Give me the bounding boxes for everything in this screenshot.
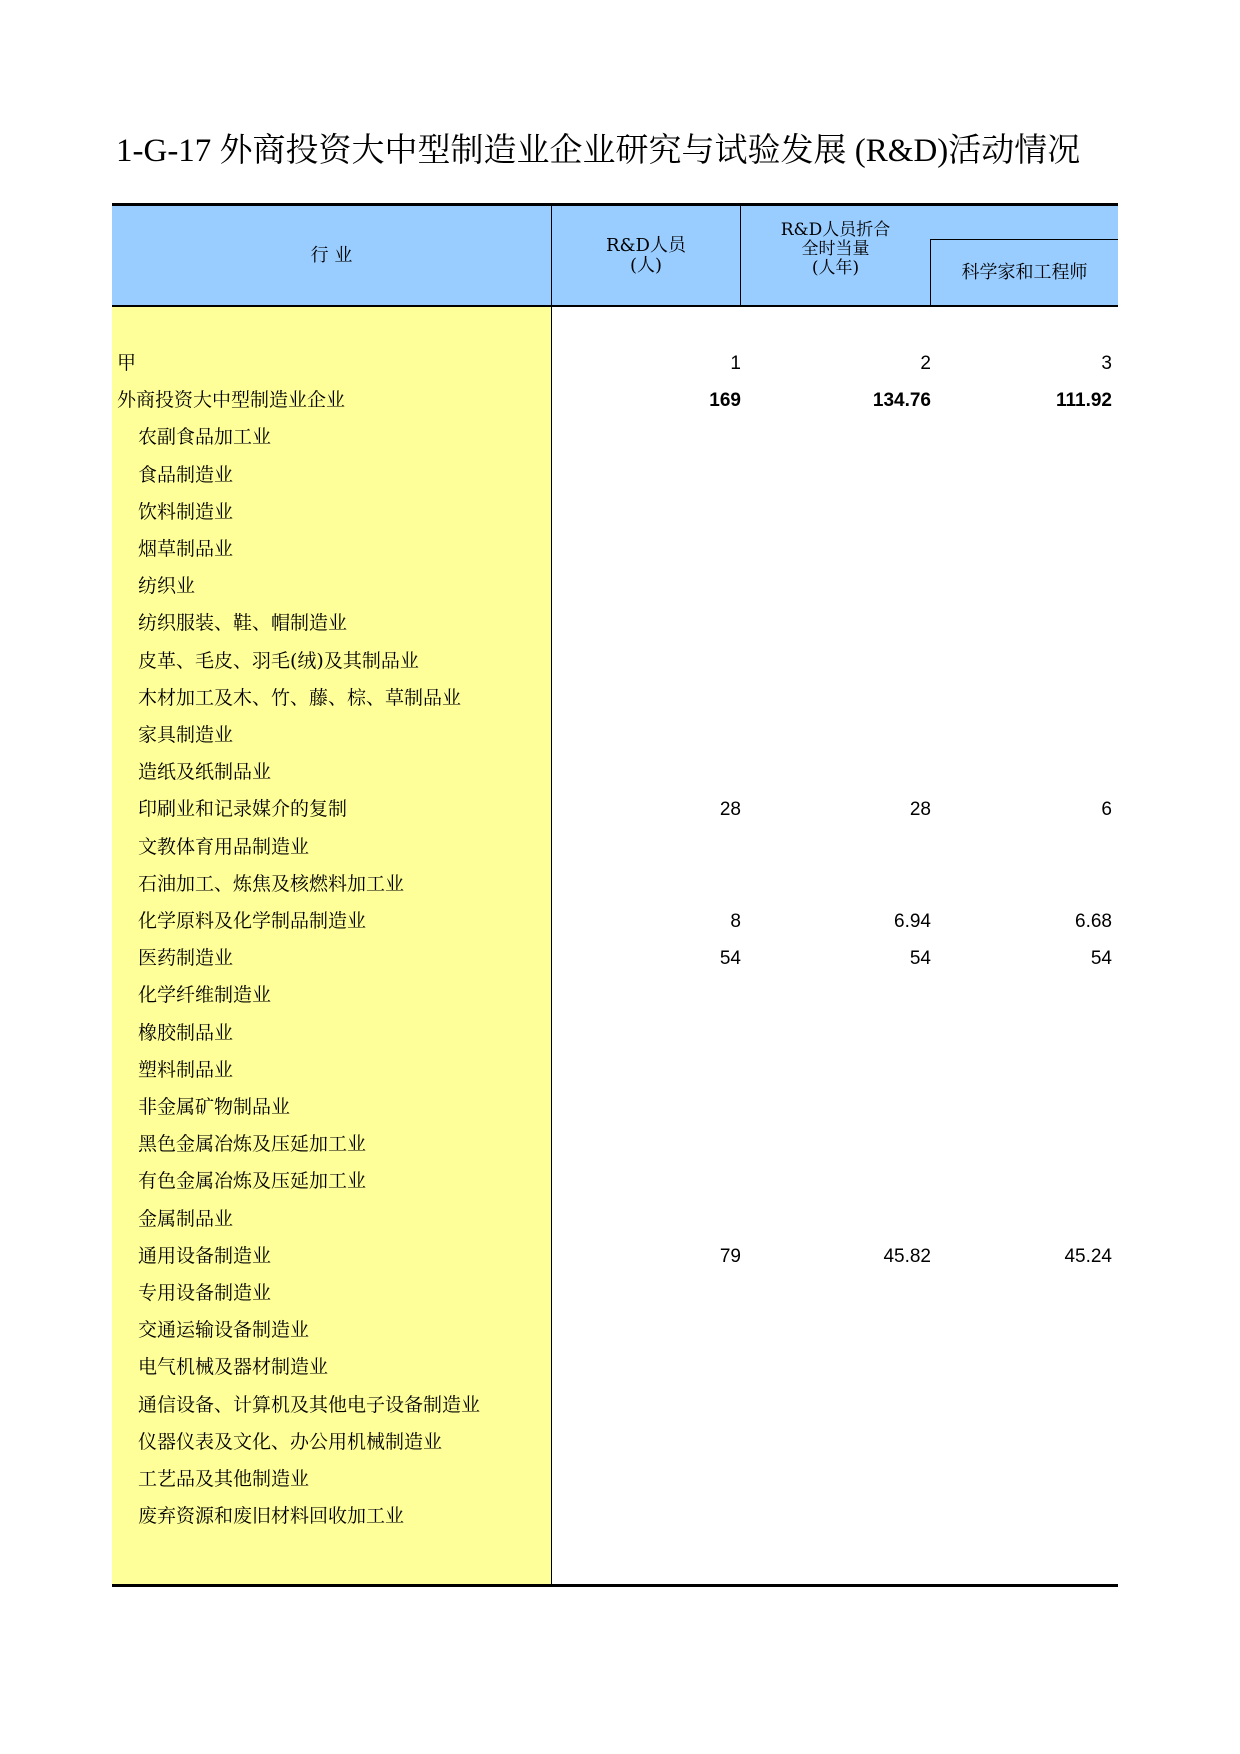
cell-rd-personnel: 79 (719, 1245, 741, 1267)
table-row (112, 605, 1118, 642)
cell-fte: 54 (909, 948, 931, 970)
row-label: 木材加工及木、竹、藤、棕、草制品业 (138, 686, 462, 709)
cell-fte: 2 (920, 353, 931, 374)
table-row (112, 568, 1118, 605)
table-row (112, 680, 1118, 717)
table-row (112, 1089, 1118, 1126)
cell-fte: 134.76 (872, 390, 931, 412)
header-fte-line2: 全时当量 (801, 238, 870, 259)
row-label: 食品制造业 (138, 463, 234, 486)
cell-fte: 28 (909, 799, 931, 821)
table-row (112, 940, 1118, 977)
cell-scientists-engineers: 45.24 (1064, 1245, 1112, 1267)
table-row (112, 643, 1118, 680)
row-label: 化学原料及化学制品制造业 (138, 910, 367, 932)
table-row (112, 903, 1118, 940)
row-label: 仪器仪表及文化、办公用机械制造业 (138, 1430, 443, 1453)
row-label: 交通运输设备制造业 (138, 1319, 310, 1342)
row-label: 甲 (117, 352, 137, 374)
table-row (112, 977, 1118, 1014)
row-label: 黑色金属冶炼及压延加工业 (138, 1133, 367, 1156)
cell-fte: 6.94 (894, 911, 931, 932)
row-label: 塑料制品业 (138, 1058, 234, 1081)
row-label: 皮革、毛皮、羽毛(绒)及其制品业 (138, 649, 419, 672)
table-row (112, 754, 1118, 791)
table-row (112, 1052, 1118, 1089)
header-rd-personnel (552, 206, 740, 305)
row-label: 农副食品加工业 (138, 426, 272, 449)
header-industry: 行 业 (310, 244, 353, 266)
row-label: 外商投资大中型制造业企业 (117, 389, 346, 412)
cell-scientists-engineers: 3 (1101, 353, 1112, 374)
row-label: 纺织业 (138, 575, 196, 598)
cell-rd-personnel: 8 (730, 911, 741, 932)
table-row (112, 1126, 1118, 1163)
row-label: 通信设备、计算机及其他电子设备制造业 (138, 1393, 481, 1416)
row-label: 废弃资源和废旧材料回收加工业 (138, 1505, 405, 1528)
cell-scientists-engineers: 6 (1101, 799, 1112, 821)
row-label: 医药制造业 (138, 947, 234, 970)
row-label: 通用设备制造业 (138, 1244, 272, 1267)
row-label: 烟草制品业 (138, 538, 234, 560)
table-row (112, 1461, 1118, 1498)
table-row (112, 494, 1118, 531)
table-row-total (112, 382, 1118, 419)
row-label: 非金属矿物制品业 (138, 1096, 291, 1118)
table-row (112, 1163, 1118, 1200)
table-row (112, 1312, 1118, 1349)
header-rd-personnel-line1: R&D人员 (605, 234, 686, 256)
row-label: 金属制品业 (138, 1207, 234, 1230)
header-fte-line1: R&D人员折合 (780, 219, 891, 240)
row-label: 文教体育用品制造业 (138, 835, 310, 858)
table-row (112, 419, 1118, 456)
header-fte-unit: (人年) (811, 257, 860, 278)
row-label: 家具制造业 (138, 724, 234, 746)
table-row (112, 1349, 1118, 1386)
row-label: 电气机械及器材制造业 (138, 1356, 329, 1379)
row-label: 纺织服装、鞋、帽制造业 (138, 612, 348, 635)
row-label: 有色金属冶炼及压延加工业 (138, 1170, 367, 1193)
table-row (112, 1275, 1118, 1312)
table-row (112, 1201, 1118, 1238)
table-row (112, 791, 1118, 828)
table-row (112, 1015, 1118, 1052)
header-scientists-engineers: 科学家和工程师 (961, 261, 1088, 283)
row-label: 造纸及纸制品业 (138, 761, 272, 784)
cell-rd-personnel: 169 (709, 390, 741, 412)
index-row (112, 345, 1118, 382)
table-row (112, 457, 1118, 494)
cell-scientists-engineers: 6.68 (1075, 911, 1112, 932)
table-row (112, 531, 1118, 568)
row-label: 橡胶制品业 (138, 1021, 234, 1044)
table-row (112, 866, 1118, 903)
cell-scientists-engineers: 111.92 (1055, 390, 1112, 412)
table-bottom-rule (112, 1584, 1118, 1587)
table-row (112, 1387, 1118, 1424)
row-label: 化学纤维制造业 (138, 984, 272, 1007)
table-row (112, 1498, 1118, 1535)
row-label: 工艺品及其他制造业 (138, 1468, 310, 1490)
row-label: 印刷业和记录媒介的复制 (138, 798, 348, 821)
rd-activity-table (112, 203, 1118, 1589)
page-title: 1-G-17 外商投资大中型制造业企业研究与试验发展 (R&D)活动情况 (116, 133, 1081, 169)
header-fte (741, 219, 930, 279)
cell-rd-personnel: 54 (719, 948, 741, 970)
cell-rd-personnel: 1 (730, 353, 741, 374)
row-label: 石油加工、炼焦及核燃料加工业 (138, 872, 405, 895)
cell-fte: 45.82 (883, 1245, 931, 1267)
row-label: 饮料制造业 (138, 500, 234, 523)
table-row (112, 1238, 1118, 1275)
table-row (112, 829, 1118, 866)
row-label: 专用设备制造业 (138, 1282, 272, 1304)
cell-rd-personnel: 28 (719, 799, 741, 821)
cell-scientists-engineers: 54 (1090, 948, 1112, 970)
table-row (112, 717, 1118, 754)
table-row (112, 1424, 1118, 1461)
header-rd-personnel-unit: (人) (629, 254, 663, 276)
